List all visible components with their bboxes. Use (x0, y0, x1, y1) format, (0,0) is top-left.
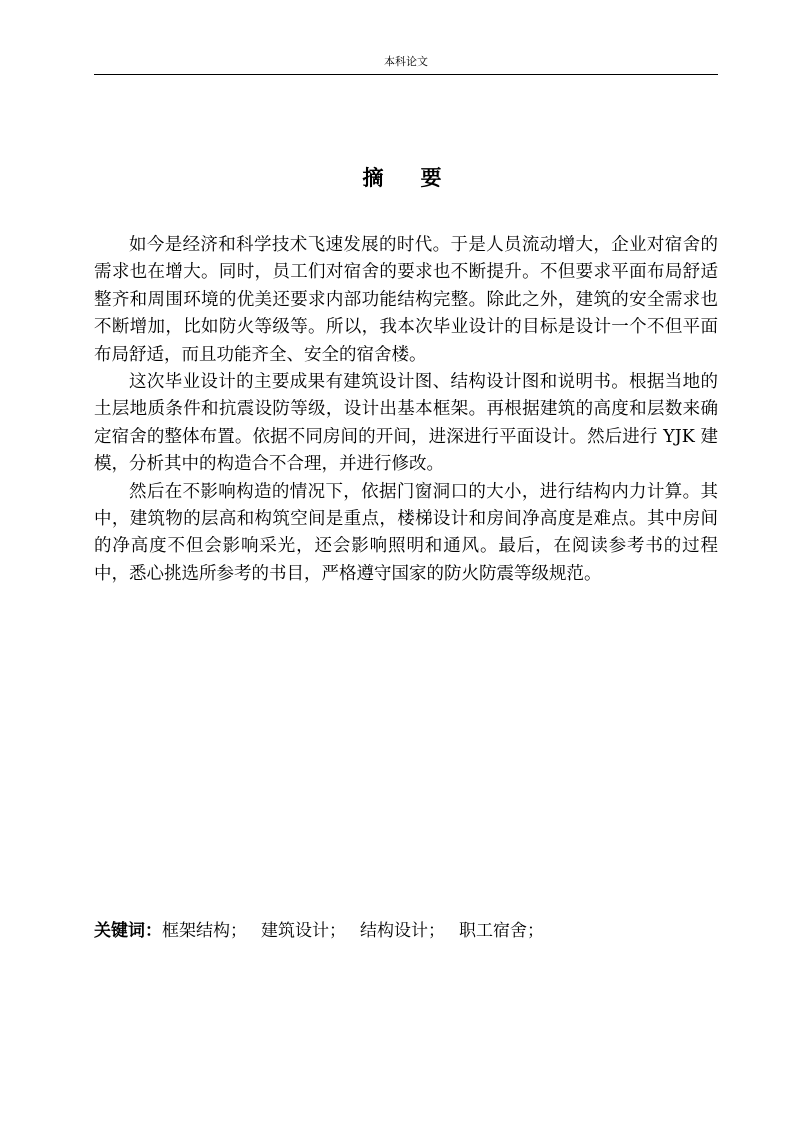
keywords-line (94, 918, 718, 945)
running-title: 本科论文 (384, 55, 428, 68)
page-header (94, 54, 718, 75)
keyword-item: 框架结构； (162, 921, 247, 941)
keyword-item: 职工宿舍； (459, 921, 544, 941)
abstract-body (94, 232, 718, 588)
abstract-paragraph: 如今是经济和科学技术飞速发展的时代。于是人员流动增大，企业对宿舍的需求也在增大。同时，员工们对宿舍的要求也不断提升。不但要求平面布局舒适整齐和周围环境的优美还要求内部功能结构完整。除此之外，建筑的安全需求也不断增加，比如防火等级等。所以，我本次毕业设计的目标是设计一个不但平面布局舒适，而且功能齐全、安全的宿舍楼。 (94, 235, 718, 365)
keywords-label: 关键词： (94, 921, 162, 941)
abstract-paragraph: 这次毕业设计的主要成果有建筑设计图、结构设计图和说明书。根据当地的土层地质条件和抗震设防等级，设计出基本框架。再根据建筑的高度和层数来确定宿舍的整体布置。依据不同房间的开间，进深进行平面设计。然后进行 YJK 建模，分析其中的构造合不合理，并进行修改。 (94, 372, 718, 475)
abstract-paragraph: 然后在不影响构造的情况下，依据门窗洞口的大小，进行结构内力计算。其中，建筑物的层高和构筑空间是重点，楼梯设计和房间净高度是难点。其中房间的净高度不但会影响采光，还会影响照明和通风。最后，在阅读参考书的过程中，悉心挑选所参考的书目，严格遵守国家的防火防震等级规范。 (94, 481, 718, 584)
abstract-title: 摘 要 (362, 166, 450, 190)
keyword-item: 建筑设计； (261, 921, 346, 941)
keyword-item: 结构设计； (360, 921, 445, 941)
